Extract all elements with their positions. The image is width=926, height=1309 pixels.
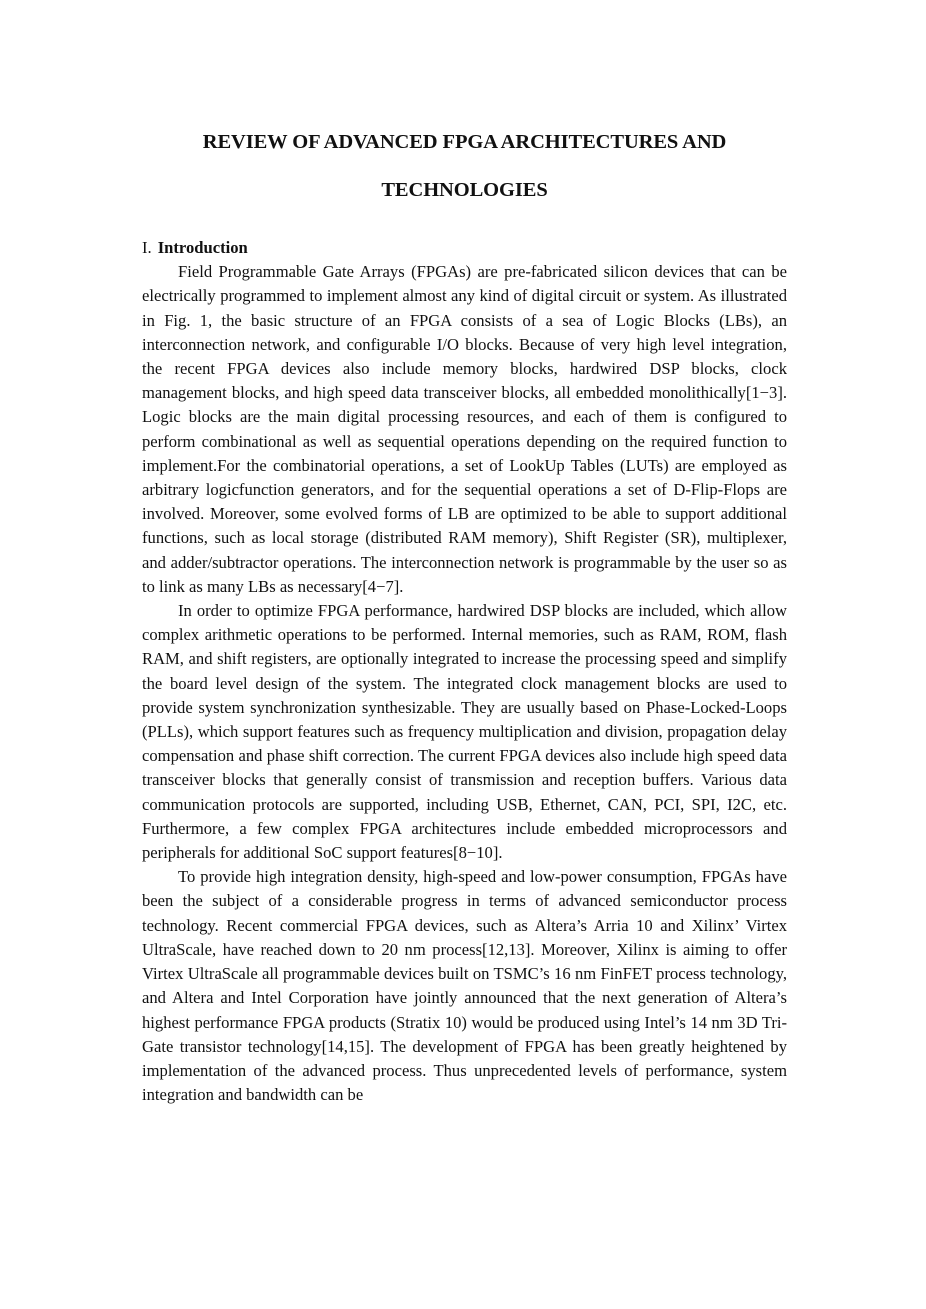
paper-title: [142, 118, 787, 214]
paragraph-1: Field Programmable Gate Arrays (FPGAs) are pre-fabricated silicon devices that can be electrically programmed to implement almost any kind of digital circuit or system. As illustrated in Fig. 1, the basic structure of an FPGA consists of a sea of Logic Blocks (LBs), an interconnection network, and configurable I/O blocks. Because of very high level integration, the recent FPGA devices also include memory blocks, hardwired DSP blocks, clock management blocks, and high speed data transceiver blocks, all embedded monolithically[1−3]. Logic blocks are the main digital processing resources, and each of them is configured to perform combinational as well as sequential operations depending on the required function to implement.For the combinatorial operations, a set of LookUp Tables (LUTs) are employed as arbitrary logicfunction generators, and for the sequential operations a set of D-Flip-Flops are involved. Moreover, some evolved forms of LB are optimized to be able to support additional functions, such as local storage (distributed RAM memory), Shift Register (SR), multiplexer, and adder/subtractor operations. The interconnection network is programmable by the user so as to link as many LBs as necessary[4−7].: [142, 262, 787, 596]
paragraph-3: To provide high integration density, high-speed and low-power consumption, FPGAs have been the subject of a considerable progress in terms of advanced semiconductor process technology. Recent commercial FPGA devices, such as Altera’s Arria 10 and Xilinx’ Virtex UltraScale, have reached down to 20 nm process[12,13]. Moreover, Xilinx is aiming to offer Virtex UltraScale all programmable devices built on TSMC’s 16 nm FinFET process technology, and Altera and Intel Corporation have jointly announced that the next generation of Altera’s highest performance FPGA products (Stratix 10) would be produced using Intel’s 14 nm 3D Tri-Gate transistor technology[14,15]. The development of FPGA has been greatly heightened by implementation of the advanced process. Thus unprecedented levels of performance, system integration and bandwidth can be: [142, 867, 787, 1105]
paper-title-line-1: REVIEW OF ADVANCED FPGA ARCHITECTURES AND: [202, 131, 727, 153]
section-title: Introduction: [157, 238, 248, 257]
paragraph-2: In order to optimize FPGA performance, hardwired DSP blocks are included, which allow complex arithmetic operations to be performed. Internal memories, such as RAM, ROM, flash RAM, and shift registers, are optionally integrated to increase the processing speed and simplify the board level design of the system. The integrated clock management blocks are used to provide system synchronization synthesizable. They are usually based on Phase-Locked-Loops (PLLs), which support features such as frequency multiplication and division, propagation delay compensation and phase shift correction. The current FPGA devices also include high speed data transceiver blocks that generally consist of transmission and reception buffers. Various data communication protocols are supported, including USB, Ethernet, CAN, PCI, SPI, I2C, etc. Furthermore, a few complex FPGA architectures include embedded microprocessors and peripherals for additional SoC support features[8−10].: [142, 601, 787, 863]
section-heading: [142, 236, 787, 260]
document-page: [142, 118, 787, 1107]
section-number: I.: [142, 238, 152, 257]
paper-title-line-2: TECHNOLOGIES: [381, 179, 548, 201]
